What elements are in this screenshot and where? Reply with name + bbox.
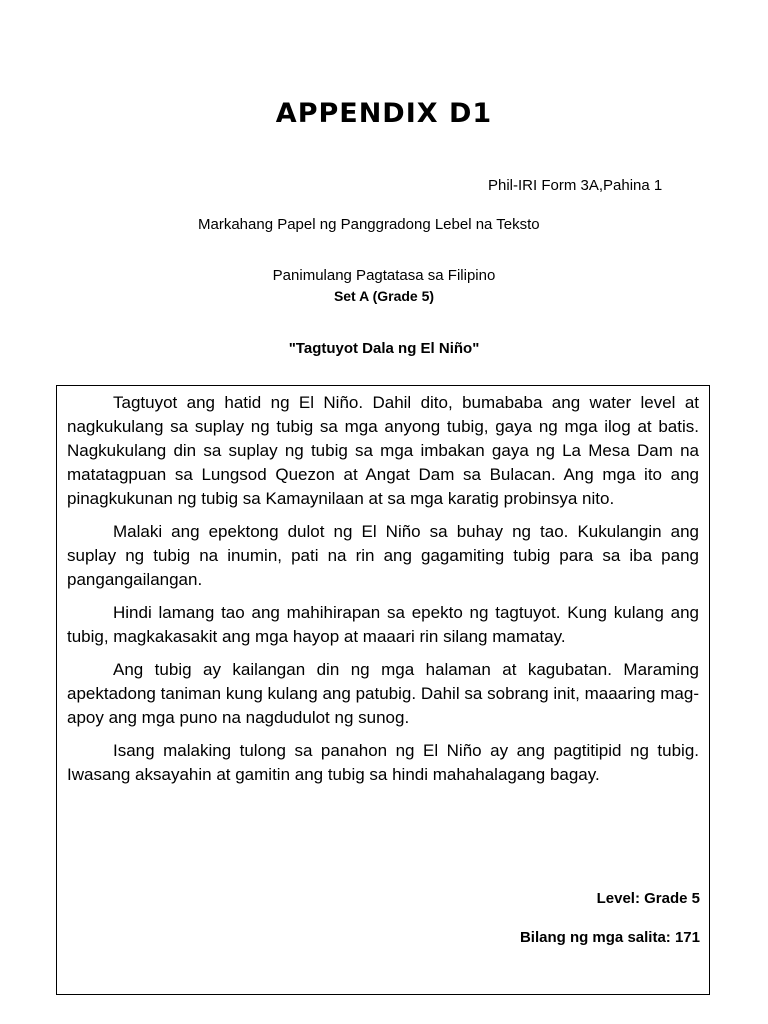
story-paragraph: Malaki ang epektong dulot ng El Niño sa buhay ng tao. Kukulangin ang suplay ng tubig na inumin, pati na rin ang gagamiting tubig para sa iba pang pangangailangan.	[67, 522, 699, 589]
story-title: "Tagtuyot Dala ng El Niño"	[288, 340, 480, 357]
form-reference: Phil-IRI Form 3A,Pahina 1	[488, 177, 663, 194]
story-paragraph: Ang tubig ay kailangan din ng mga halaman at kagubatan. Maraming apektadong taniman kung kulang ang patubig. Dahil sa sobrang init, maaaring mag-apoy ang mga puno na nagdudulot ng sunog.	[67, 660, 699, 727]
word-count-label: Bilang ng mga salita: 171	[519, 929, 700, 946]
story-body	[67, 391, 699, 796]
set-label: Set A (Grade 5)	[333, 288, 435, 304]
story-paragraph: Isang malaking tulong sa panahon ng El Niño ay ang pagtitipid ng tubig. Iwasang aksayahin at gamitin ang tubig sa hindi mahahalagang bagay.	[67, 741, 699, 784]
story-paragraph: Hindi lamang tao ang mahihirapan sa epekto ng tagtuyot. Kung kulang ang tubig, magkakasakit ang mga hayop at maaari rin silang mamatay.	[67, 603, 699, 646]
paper-title: Markahang Papel ng Panggradong Lebel na Teksto	[198, 216, 540, 233]
level-label: Level: Grade 5	[596, 890, 700, 907]
story-paragraph: Tagtuyot ang hatid ng El Niño. Dahil dito, bumababa ang water level at nagkukulang sa suplay ng tubig sa mga anyong tubig, gaya ng mga ilog at batis. Nagkukulang din sa suplay ng tubig sa mga imbakan gaya ng La Mesa Dam na matatagpuan sa Lungsod Quezon at Angat Dam sa Bulacan. Ang mga ito ang pinagkukunan ng tubig sa Kamaynilaan at sa mga karatig probinsya nito.	[67, 393, 699, 508]
appendix-title: APPENDIX D1	[275, 98, 493, 129]
assessment-title: Panimulang Pagtatasa sa Filipino	[272, 267, 496, 284]
story-box	[56, 385, 710, 995]
